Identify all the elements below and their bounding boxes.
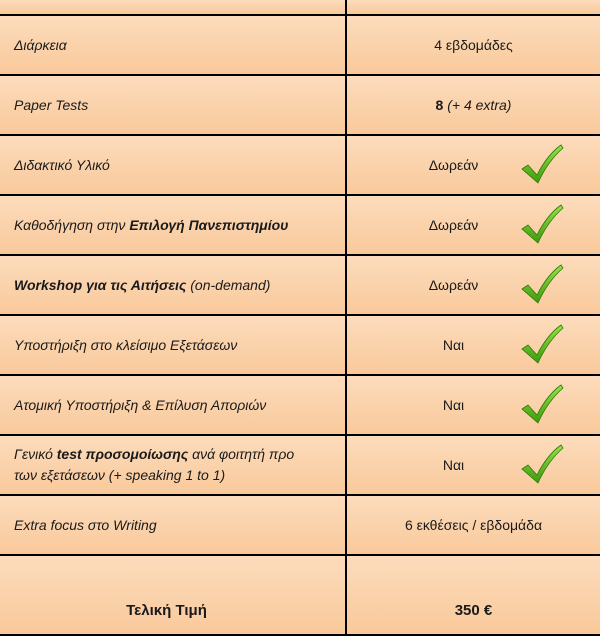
simulation-label-line1 [14,444,294,465]
checkmark-icon [520,383,564,427]
row-value [347,496,600,556]
exam-support-value: Ναι [442,337,465,353]
paper-tests-label: Paper Tests [14,97,89,113]
checkmark-icon [520,323,564,367]
row-value [347,136,600,196]
table-row-material [0,136,600,196]
simulation-label-line2: των εξετάσεων (+ speaking 1 to 1) [14,467,226,483]
checkmark-icon [520,203,564,247]
row-label [0,256,347,316]
material-value: Δωρεάν [428,157,479,173]
table-row-total [0,556,600,636]
table-row-duration [0,16,600,76]
table-row-paper-tests [0,76,600,136]
material-label: Διδακτικό Υλικό [14,157,110,173]
row-value [347,316,600,376]
simulation-label-post: ανά φοιτητή προ [188,446,295,462]
row-value [347,16,600,76]
exam-support-label: Υποστήριξη στο κλείσιμο Εξετάσεων [14,337,238,353]
guidance-value: Δωρεάν [428,217,479,233]
row-label [0,196,347,256]
row-value [347,196,600,256]
row-label [0,316,347,376]
row-value [347,256,600,316]
simulation-label-pre: Γενικό [14,446,57,462]
total-value: 350 € [454,601,493,619]
simulation-value: Ναι [442,457,465,473]
row-label [0,496,347,556]
row-value [347,76,600,136]
row-value [347,436,600,496]
total-label-cell [0,556,347,636]
row-label [0,76,347,136]
header-cell-right [347,0,600,16]
row-label [0,16,347,76]
table-row-exam-support [0,316,600,376]
row-value [347,376,600,436]
table-row-simulation-test [0,436,600,496]
personal-support-label: Ατομική Υποστήριξη & Επίλυση Αποριών [14,397,267,413]
checkmark-icon [520,263,564,307]
total-value-cell [347,556,600,636]
table-row-writing [0,496,600,556]
checkmark-icon [520,143,564,187]
simulation-label-bold: test προσομοίωσης [56,446,189,462]
table-header-row [0,0,600,16]
personal-support-value: Ναι [442,397,465,413]
table-row-workshop [0,256,600,316]
workshop-label-bold: Workshop για τις Αιτήσεις [14,277,187,293]
paper-tests-extra: (+ 4 extra) [443,97,512,113]
paper-tests-count: 8 [435,97,444,113]
table-row-university-guidance [0,196,600,256]
guidance-label-bold: Επιλογή Πανεπιστημίου [129,217,289,233]
workshop-label-text: (on-demand) [186,277,271,293]
checkmark-icon [520,443,564,487]
guidance-label-text: Καθοδήγηση στην [14,217,130,233]
writing-value: 6 εκθέσεις / εβδομάδα [404,517,543,533]
duration-label: Διάρκεια [14,37,67,53]
row-label [0,376,347,436]
table-row-personal-support [0,376,600,436]
workshop-value: Δωρεάν [428,277,479,293]
total-label: Τελική Τιμή [126,601,207,619]
guidance-label [14,217,288,233]
row-label [0,136,347,196]
row-label [0,436,347,496]
writing-label: Extra focus στο Writing [14,517,157,533]
header-cell-left [0,0,347,16]
duration-value: 4 εβδομάδες [434,37,513,53]
paper-tests-value [436,97,512,113]
workshop-label [14,277,270,293]
